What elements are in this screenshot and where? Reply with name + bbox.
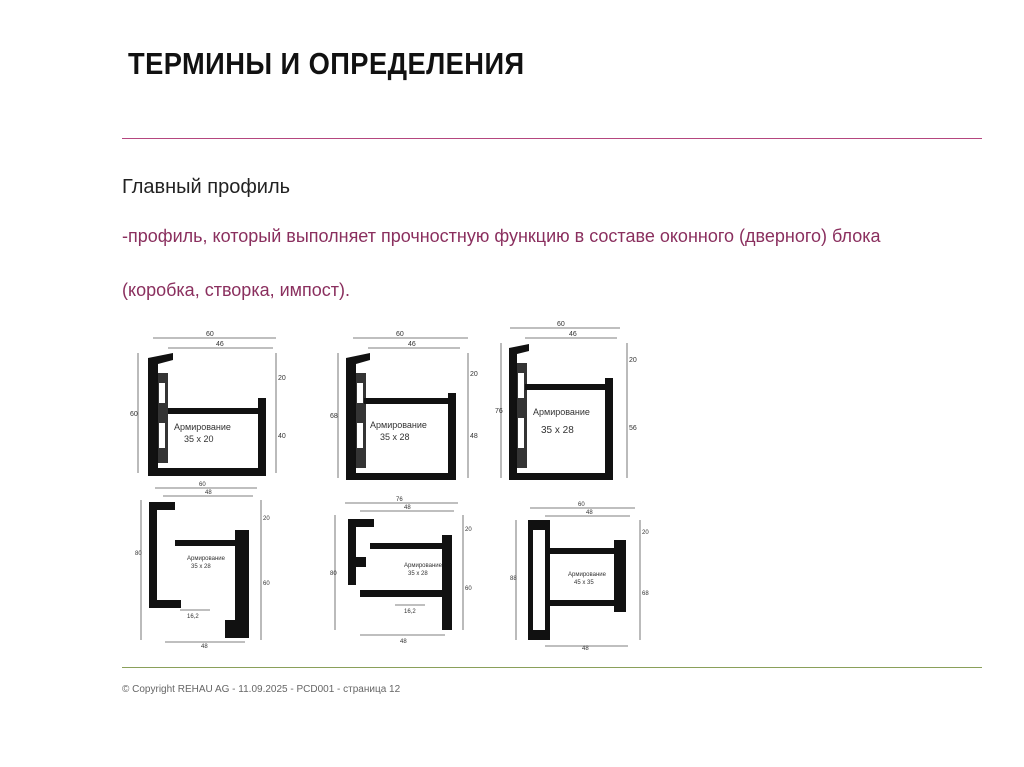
profile-drawing-4 bbox=[135, 480, 275, 650]
dim-label: 68 bbox=[330, 413, 338, 420]
dim-label: 46 bbox=[408, 341, 416, 348]
reinforcement-size: 35 x 28 bbox=[380, 432, 410, 442]
reinforcement-size: 35 x 28 bbox=[408, 571, 428, 577]
dim-label: 16,2 bbox=[404, 609, 416, 615]
dim-label: 20 bbox=[642, 530, 649, 536]
reinforcement-size: 45 x 35 bbox=[574, 580, 594, 586]
dim-label: 20 bbox=[470, 371, 478, 378]
dim-label: 88 bbox=[510, 576, 517, 582]
dim-label: 60 bbox=[199, 482, 206, 488]
profile-drawing-1 bbox=[128, 328, 288, 478]
footer-divider bbox=[122, 667, 982, 668]
dim-label: 80 bbox=[135, 551, 142, 557]
dim-label: 46 bbox=[569, 331, 577, 338]
dim-label: 48 bbox=[205, 490, 212, 496]
reinforcement-label: Армирование bbox=[533, 407, 590, 417]
dim-label: 48 bbox=[582, 646, 589, 650]
dim-label: 60 bbox=[465, 586, 472, 592]
dim-label: 60 bbox=[396, 331, 404, 338]
dim-label: 20 bbox=[629, 357, 637, 364]
profile-drawing-3 bbox=[495, 318, 640, 483]
profile-drawing-5 bbox=[330, 495, 475, 650]
reinforcement-label: Армирование bbox=[568, 572, 606, 578]
reinforcement-size: 35 x 20 bbox=[184, 434, 214, 444]
dim-label: 48 bbox=[586, 510, 593, 516]
dim-label: 76 bbox=[495, 408, 503, 415]
page-title: ТЕРМИНЫ И ОПРЕДЕЛЕНИЯ bbox=[128, 46, 525, 81]
dim-label: 60 bbox=[557, 321, 565, 328]
reinforcement-size: 35 x 28 bbox=[541, 425, 574, 436]
dim-label: 60 bbox=[263, 581, 270, 587]
reinforcement-label: Армирование bbox=[187, 556, 225, 562]
dim-label: 20 bbox=[465, 527, 472, 533]
reinforcement-label: Армирование bbox=[404, 563, 442, 569]
dim-label: 48 bbox=[201, 644, 208, 650]
title-divider bbox=[122, 138, 982, 139]
dim-label: 20 bbox=[263, 516, 270, 522]
footer-copyright: © Copyright REHAU AG - 11.09.2025 - PCD001 - страница 12 bbox=[122, 684, 401, 695]
dim-label: 40 bbox=[278, 433, 286, 440]
dim-label: 80 bbox=[330, 571, 337, 577]
dim-label: 48 bbox=[404, 505, 411, 511]
dim-label: 20 bbox=[278, 375, 286, 382]
dim-label: 60 bbox=[130, 411, 138, 418]
reinforcement-size: 35 x 28 bbox=[191, 564, 211, 570]
dim-label: 46 bbox=[216, 341, 224, 348]
dim-label: 16,2 bbox=[187, 614, 199, 620]
profile-drawing-6 bbox=[510, 500, 650, 650]
reinforcement-label: Армирование bbox=[370, 420, 427, 430]
dim-label: 60 bbox=[206, 331, 214, 338]
dim-label: 48 bbox=[470, 433, 478, 440]
dim-label: 60 bbox=[578, 502, 585, 508]
profile-drawing-2 bbox=[328, 328, 488, 483]
dim-label: 56 bbox=[629, 425, 637, 432]
dim-label: 76 bbox=[396, 497, 403, 503]
definition-text-line2: (коробка, створка, импост). bbox=[122, 280, 351, 300]
definition-text-line1: -профиль, который выполняет прочностную функцию в составе оконного (дверного) блока bbox=[122, 226, 881, 246]
section-subtitle: Главный профиль bbox=[122, 176, 291, 198]
dim-label: 48 bbox=[400, 639, 407, 645]
reinforcement-label: Армирование bbox=[174, 422, 231, 432]
dim-label: 68 bbox=[642, 591, 649, 597]
